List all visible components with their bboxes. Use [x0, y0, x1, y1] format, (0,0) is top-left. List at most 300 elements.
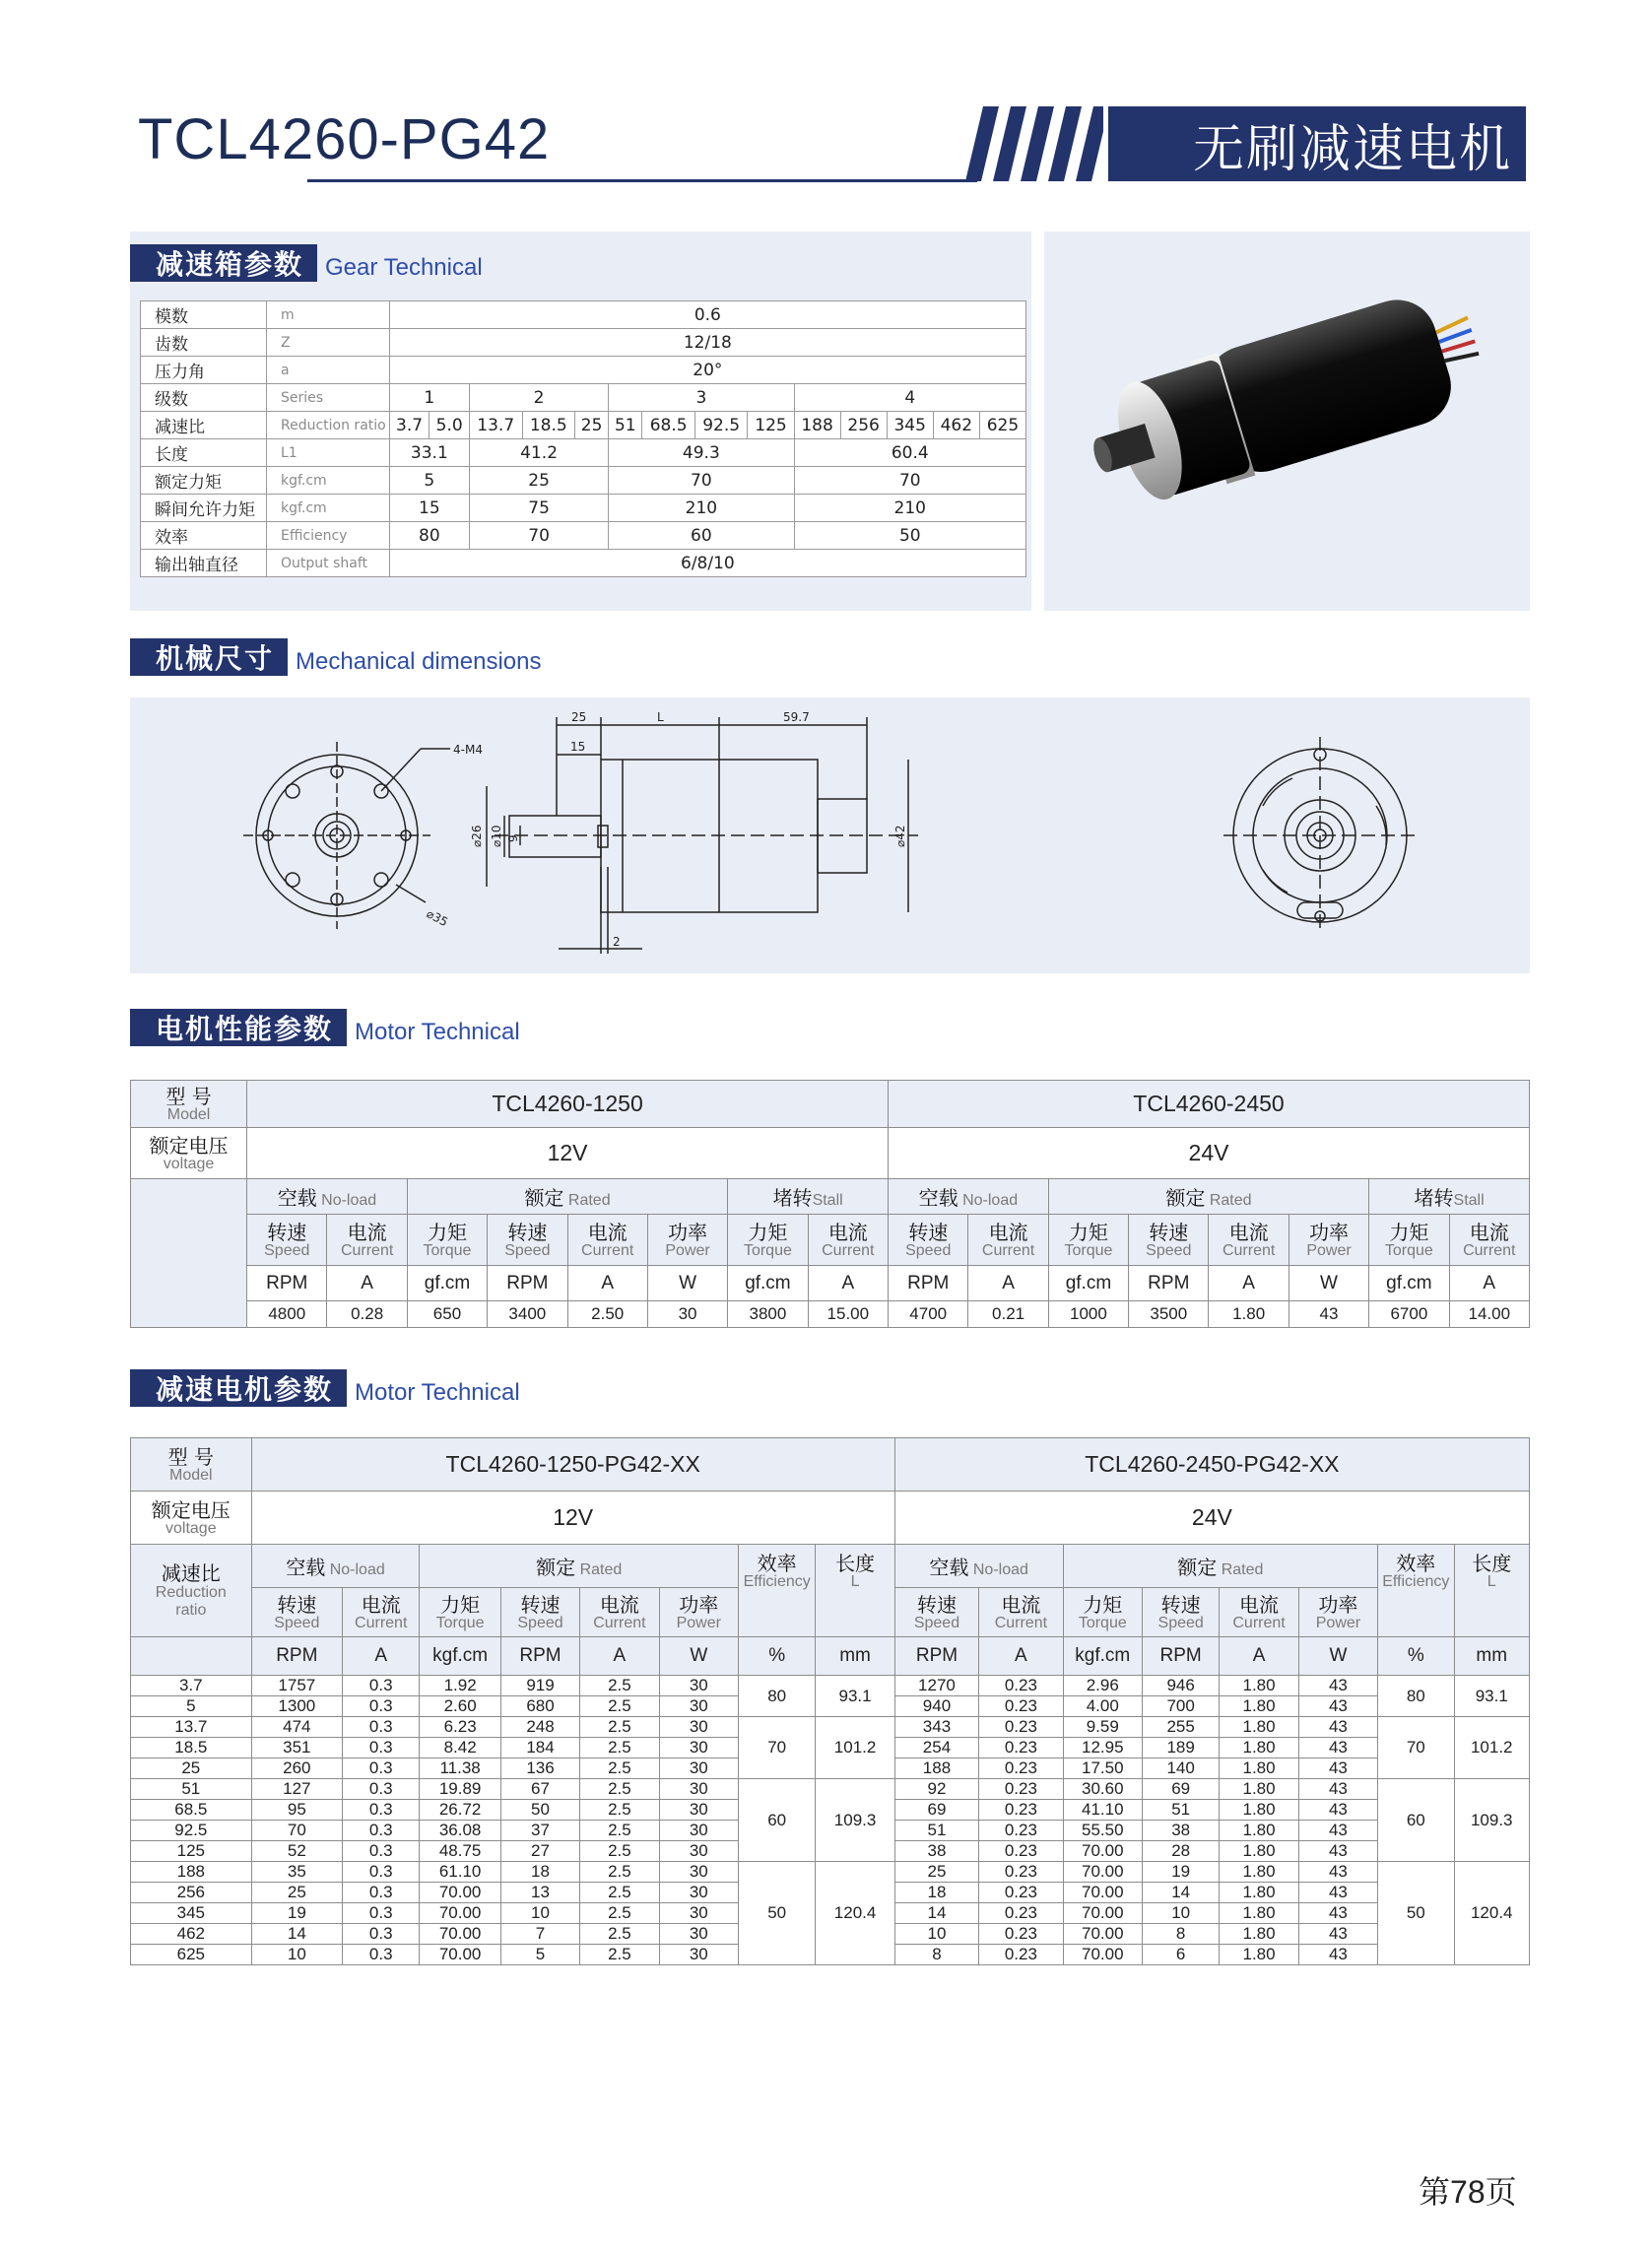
value-cell: 92	[894, 1779, 978, 1800]
value-cell: 2.5	[580, 1945, 659, 1965]
voltage-a: 12V	[247, 1128, 889, 1179]
gm-table-row	[131, 1717, 1530, 1738]
value-cell: 0.23	[979, 1779, 1063, 1800]
value-cell: 14.00	[1449, 1301, 1529, 1328]
label-25: 25	[571, 710, 587, 724]
value-cell: 2.96	[1063, 1676, 1142, 1696]
value-cell: 14	[1142, 1883, 1219, 1903]
value-cell: 43	[1298, 1758, 1377, 1779]
mech-drawing-panel	[130, 697, 1530, 973]
value-cell: 2.5	[580, 1696, 659, 1717]
voltage-cn: 额定电压	[149, 1133, 229, 1158]
value-cell: 1757	[251, 1676, 342, 1696]
motor-value-row	[131, 1301, 1530, 1328]
model-a: TCL4260-1250	[247, 1081, 889, 1128]
value-cell: 0.3	[343, 1717, 420, 1738]
gear-row-length	[141, 439, 1026, 467]
value-cell: 69	[894, 1800, 978, 1821]
value-cell: 43	[1298, 1821, 1377, 1841]
value-cell: 3500	[1129, 1301, 1209, 1328]
eff-header: 效率 Efficiency	[1378, 1545, 1454, 1637]
motor-model-row	[131, 1081, 1530, 1128]
value-cell: 6	[1142, 1945, 1219, 1965]
efficiency-cell: 50	[1378, 1862, 1454, 1965]
value-cell: 2.5	[580, 1841, 659, 1862]
cell: 188	[794, 412, 840, 439]
value-cell: 625	[131, 1945, 252, 1965]
motor-section-header	[130, 1007, 520, 1046]
value-cell: 70.00	[1063, 1945, 1142, 1965]
value-cell: 9.59	[1063, 1717, 1142, 1738]
category-banner	[1108, 106, 1526, 181]
value-cell: 0.3	[343, 1883, 420, 1903]
gear-table	[140, 300, 1026, 577]
value-cell: 946	[1142, 1676, 1219, 1696]
group-stall: 堵转Stall	[1369, 1179, 1530, 1215]
col-current: 电流 Current	[580, 1588, 659, 1637]
value-cell: 0.3	[343, 1841, 420, 1862]
unit-cell: A	[580, 1637, 659, 1676]
value-cell: 14	[894, 1903, 978, 1924]
value-cell: 2.5	[580, 1821, 659, 1841]
cell: 256	[840, 412, 887, 439]
row-symbol: Efficiency	[267, 522, 390, 550]
value-cell: 0.23	[979, 1738, 1063, 1758]
cell: 15	[389, 495, 469, 522]
value-cell: 30	[659, 1717, 738, 1738]
group-noload: 空载 No-load	[889, 1179, 1049, 1215]
col-speed: 转速 Speed	[1142, 1588, 1219, 1637]
motor-table	[130, 1080, 1530, 1328]
value-cell: 0.3	[343, 1758, 420, 1779]
cell: 75	[469, 495, 608, 522]
voltage-b: 24V	[889, 1128, 1530, 1179]
cell: 4	[794, 384, 1025, 412]
value-cell: 0.3	[343, 1738, 420, 1758]
row-symbol: Z	[267, 329, 390, 357]
unit-cell: A	[1449, 1266, 1529, 1301]
value-cell: 14	[251, 1924, 342, 1945]
unit-cell: W	[647, 1266, 727, 1301]
value-cell: 17.50	[1063, 1758, 1142, 1779]
gm-table-row	[131, 1676, 1530, 1696]
value-cell: 36.08	[420, 1821, 500, 1841]
page-title: TCL4260-PG42	[138, 107, 551, 171]
row-label: 齿数	[141, 329, 267, 357]
value-cell: 55.50	[1063, 1821, 1142, 1841]
col-speed: 转速 Speed	[1129, 1215, 1209, 1266]
title-underline	[307, 179, 977, 182]
value-cell: 43	[1298, 1945, 1377, 1965]
label-2: 2	[613, 935, 621, 949]
value-cell: 48.75	[420, 1841, 500, 1862]
unit-cell: W	[659, 1637, 738, 1676]
value-cell: 68.5	[131, 1800, 252, 1821]
value-cell: 0.23	[979, 1821, 1063, 1841]
value-cell: 3800	[728, 1301, 808, 1328]
col-power: 功率 Power	[659, 1588, 738, 1637]
value-cell: 260	[251, 1758, 342, 1779]
eff-header: 效率 Efficiency	[738, 1545, 815, 1637]
value-cell: 189	[1142, 1738, 1219, 1758]
value-cell: 30	[647, 1301, 727, 1328]
model-header	[131, 1081, 247, 1128]
label-L: L	[657, 710, 664, 724]
mechanical-drawing	[130, 697, 1530, 973]
row-label: 模数	[141, 301, 267, 329]
value-cell: 0.3	[343, 1696, 420, 1717]
group-rated: 额定 Rated	[1048, 1179, 1368, 1215]
value-cell: 30	[659, 1696, 738, 1717]
unit-cell: gf.cm	[1369, 1266, 1449, 1301]
value-cell: 30	[659, 1945, 738, 1965]
value-cell: 1.80	[1220, 1676, 1298, 1696]
value-cell: 38	[1142, 1821, 1219, 1841]
gearmotor-table	[130, 1437, 1530, 1965]
value-cell: 8	[894, 1945, 978, 1965]
gear-row-efficiency	[141, 522, 1026, 550]
col-speed: 转速 Speed	[500, 1588, 579, 1637]
value-cell: 8	[1142, 1924, 1219, 1945]
gm-group-row	[131, 1545, 1530, 1588]
value-cell: 38	[894, 1841, 978, 1862]
value-cell: 43	[1298, 1862, 1377, 1883]
value-cell: 10	[1142, 1903, 1219, 1924]
value-cell: 2.50	[567, 1301, 647, 1328]
value-cell: 43	[1298, 1883, 1377, 1903]
value-cell: 51	[131, 1779, 252, 1800]
motor-colhead-row	[131, 1215, 1530, 1266]
cell: 49.3	[609, 439, 794, 467]
value-cell: 3400	[488, 1301, 567, 1328]
value-cell: 1.80	[1220, 1945, 1298, 1965]
len-header: 长度 L	[1454, 1545, 1530, 1637]
value-cell: 1.80	[1220, 1717, 1298, 1738]
value-cell: 70	[251, 1821, 342, 1841]
label-d26: ⌀26	[470, 825, 484, 847]
value-cell: 343	[894, 1717, 978, 1738]
value-cell: 67	[500, 1779, 579, 1800]
value-cell: 30	[659, 1779, 738, 1800]
col-speed: 转速 Speed	[894, 1588, 978, 1637]
value-cell: 30	[659, 1841, 738, 1862]
value-cell: 188	[894, 1758, 978, 1779]
value-cell: 30.60	[1063, 1779, 1142, 1800]
category-title: 无刷减速电机	[1192, 119, 1512, 179]
value-cell: 4700	[889, 1301, 968, 1328]
value-cell: 2.5	[580, 1903, 659, 1924]
efficiency-cell: 50	[738, 1862, 815, 1965]
value-cell: 12.95	[1063, 1738, 1142, 1758]
gm-model-a: TCL4260-1250-PG42-XX	[251, 1438, 894, 1492]
model-b: TCL4260-2450	[889, 1081, 1530, 1128]
col-current: 电流 Current	[968, 1215, 1048, 1266]
value-cell: 1.92	[420, 1676, 500, 1696]
value-cell: 70.00	[1063, 1883, 1142, 1903]
motor-section-title-en: Motor Technical	[355, 1019, 520, 1045]
unit-cell: A	[968, 1266, 1048, 1301]
group-noload: 空载 No-load	[894, 1545, 1063, 1588]
length-cell: 120.4	[816, 1862, 894, 1965]
value-cell: 0.3	[343, 1821, 420, 1841]
col-torque: 力矩 Torque	[407, 1215, 487, 1266]
value-cell: 2.5	[580, 1924, 659, 1945]
value-cell: 474	[251, 1717, 342, 1738]
value-cell: 43	[1298, 1738, 1377, 1758]
value-cell: 70.00	[1063, 1903, 1142, 1924]
len-header: 长度 L	[816, 1545, 894, 1637]
gearmotor-section-title-cn: 减速电机参数	[130, 1369, 347, 1407]
model-en: Model	[166, 1105, 211, 1123]
value-cell: 70.00	[420, 1903, 500, 1924]
value-cell: 1.80	[1220, 1903, 1298, 1924]
value-cell: 0.3	[343, 1676, 420, 1696]
group-noload: 空载 No-load	[247, 1179, 408, 1215]
motor-group-row	[131, 1179, 1530, 1215]
motor-section-title-cn: 电机性能参数	[130, 1009, 347, 1046]
value-cell: 35	[251, 1862, 342, 1883]
value-cell: 28	[1142, 1841, 1219, 1862]
cell: 18.5	[522, 412, 575, 439]
unit-cell: mm	[816, 1637, 894, 1676]
cell: 0.6	[389, 301, 1025, 329]
value-cell: 1270	[894, 1676, 978, 1696]
cell: 80	[389, 522, 469, 550]
stripes-decoration	[965, 106, 1103, 181]
cell: 625	[979, 412, 1025, 439]
label-9: 9	[506, 834, 520, 842]
col-power: 功率 Power	[647, 1215, 727, 1266]
value-cell: 1.80	[1220, 1696, 1298, 1717]
value-cell: 30	[659, 1800, 738, 1821]
value-cell: 43	[1298, 1903, 1377, 1924]
voltage-header	[131, 1128, 247, 1179]
value-cell: 30	[659, 1862, 738, 1883]
value-cell: 26.72	[420, 1800, 500, 1821]
length-cell: 120.4	[1454, 1862, 1530, 1965]
value-cell: 11.38	[420, 1758, 500, 1779]
value-cell: 345	[131, 1903, 252, 1924]
value-cell: 25	[131, 1758, 252, 1779]
value-cell: 0.23	[979, 1758, 1063, 1779]
row-label: 输出轴直径	[141, 550, 267, 577]
value-cell: 25	[251, 1883, 342, 1903]
value-cell: 5	[131, 1696, 252, 1717]
value-cell: 6700	[1369, 1301, 1449, 1328]
value-cell: 0.23	[979, 1800, 1063, 1821]
unit-cell: A	[808, 1266, 888, 1301]
unit-cell: A	[979, 1637, 1063, 1676]
col-current: 电流 Current	[567, 1215, 647, 1266]
value-cell: 51	[1142, 1800, 1219, 1821]
col-torque: 力矩 Torque	[728, 1215, 808, 1266]
value-cell: 15.00	[808, 1301, 888, 1328]
unit-cell: A	[1220, 1637, 1298, 1676]
value-cell: 30	[659, 1676, 738, 1696]
cell: 5	[389, 467, 469, 495]
efficiency-cell: 60	[1378, 1779, 1454, 1862]
page-number: 第78页	[1419, 2173, 1517, 2211]
value-cell: 0.3	[343, 1862, 420, 1883]
col-power: 功率 Power	[1298, 1588, 1377, 1637]
value-cell: 0.23	[979, 1841, 1063, 1862]
col-current: 电流 Current	[979, 1588, 1063, 1637]
value-cell: 27	[500, 1841, 579, 1862]
unit-cell: RPM	[500, 1637, 579, 1676]
product-photo	[1044, 232, 1530, 611]
unit-cell: %	[738, 1637, 815, 1676]
value-cell: 255	[1142, 1717, 1219, 1738]
cell: 1	[389, 384, 469, 412]
value-cell: 43	[1298, 1800, 1377, 1821]
value-cell: 61.10	[420, 1862, 500, 1883]
cell: 13.7	[469, 412, 522, 439]
gear-row-pressure-angle	[141, 357, 1026, 384]
gm-table-row	[131, 1779, 1530, 1800]
value-cell: 650	[407, 1301, 487, 1328]
value-cell: 248	[500, 1717, 579, 1738]
gear-row-series	[141, 384, 1026, 412]
value-cell: 0.3	[343, 1903, 420, 1924]
gear-section-title-en: Gear Technical	[325, 254, 483, 281]
value-cell: 4800	[247, 1301, 327, 1328]
value-cell: 700	[1142, 1696, 1219, 1717]
cell: 60.4	[794, 439, 1025, 467]
cell: 92.5	[694, 412, 748, 439]
gm-voltage-b: 24V	[894, 1492, 1529, 1545]
value-cell: 13	[500, 1883, 579, 1903]
label-d42: ⌀42	[893, 825, 907, 847]
value-cell: 51	[894, 1821, 978, 1841]
col-torque: 力矩 Torque	[420, 1588, 500, 1637]
value-cell: 188	[131, 1862, 252, 1883]
value-cell: 19	[251, 1903, 342, 1924]
row-symbol: Series	[267, 384, 390, 412]
unit-cell: A	[343, 1637, 420, 1676]
value-cell: 0.23	[979, 1945, 1063, 1965]
value-cell: 30	[659, 1738, 738, 1758]
cell: 462	[933, 412, 979, 439]
gm-voltage-a: 12V	[251, 1492, 894, 1545]
value-cell: 125	[131, 1841, 252, 1862]
value-cell: 0.21	[968, 1301, 1048, 1328]
gm-table-row	[131, 1862, 1530, 1883]
col-current: 电流 Current	[1209, 1215, 1289, 1266]
value-cell: 1.80	[1220, 1924, 1298, 1945]
value-cell: 127	[251, 1779, 342, 1800]
col-torque: 力矩 Torque	[1063, 1588, 1142, 1637]
value-cell: 1.80	[1220, 1738, 1298, 1758]
efficiency-cell: 80	[1378, 1676, 1454, 1717]
value-cell: 30	[659, 1903, 738, 1924]
gear-row-rated-torque	[141, 467, 1026, 495]
unit-cell: A	[1209, 1266, 1289, 1301]
value-cell: 8.42	[420, 1738, 500, 1758]
col-current: 电流 Current	[1449, 1215, 1529, 1266]
row-label: 长度	[141, 439, 267, 467]
value-cell: 680	[500, 1696, 579, 1717]
value-cell: 52	[251, 1841, 342, 1862]
value-cell: 2.5	[580, 1717, 659, 1738]
value-cell: 4.00	[1063, 1696, 1142, 1717]
unit-cell: mm	[1454, 1637, 1530, 1676]
value-cell: 10	[894, 1924, 978, 1945]
cell: 70	[794, 467, 1025, 495]
row-label: 额定力矩	[141, 467, 267, 495]
value-cell: 0.23	[979, 1883, 1063, 1903]
value-cell: 2.60	[420, 1696, 500, 1717]
value-cell: 2.5	[580, 1862, 659, 1883]
gm-model-b: TCL4260-2450-PG42-XX	[894, 1438, 1529, 1492]
value-cell: 3.7	[131, 1676, 252, 1696]
cell: 70	[469, 522, 608, 550]
efficiency-cell: 60	[738, 1779, 815, 1862]
cell: 70	[609, 467, 794, 495]
value-cell: 18	[500, 1862, 579, 1883]
value-cell: 92.5	[131, 1821, 252, 1841]
row-label: 级数	[141, 384, 267, 412]
value-cell: 1300	[251, 1696, 342, 1717]
value-cell: 70.00	[420, 1883, 500, 1903]
value-cell: 462	[131, 1924, 252, 1945]
value-cell: 1.80	[1209, 1301, 1289, 1328]
value-cell: 43	[1298, 1717, 1377, 1738]
value-cell: 0.23	[979, 1696, 1063, 1717]
unit-cell: W	[1289, 1266, 1368, 1301]
cell: 210	[794, 495, 1025, 522]
mech-section-title-en: Mechanical dimensions	[296, 648, 542, 675]
length-cell: 101.2	[816, 1717, 894, 1779]
row-label: 减速比	[141, 412, 267, 439]
value-cell: 140	[1142, 1758, 1219, 1779]
value-cell: 19	[1142, 1862, 1219, 1883]
page-number-value: 78	[1450, 2174, 1486, 2210]
unit-cell: RPM	[1129, 1266, 1209, 1301]
value-cell: 0.28	[327, 1301, 407, 1328]
length-cell: 93.1	[816, 1676, 894, 1717]
label-d35: ⌀35	[424, 906, 451, 930]
cell: 5.0	[430, 412, 470, 439]
value-cell: 41.10	[1063, 1800, 1142, 1821]
cell: 41.2	[469, 439, 608, 467]
row-symbol: m	[267, 301, 390, 329]
unit-cell: A	[327, 1266, 407, 1301]
label-15: 15	[570, 740, 586, 754]
value-cell: 43	[1298, 1676, 1377, 1696]
value-cell: 69	[1142, 1779, 1219, 1800]
value-cell: 43	[1298, 1924, 1377, 1945]
col-power: 功率 Power	[1289, 1215, 1368, 1266]
cell: 125	[748, 412, 794, 439]
group-rated: 额定 Rated	[420, 1545, 739, 1588]
efficiency-cell: 80	[738, 1676, 815, 1717]
label-597: 59.7	[783, 710, 810, 724]
value-cell: 136	[500, 1758, 579, 1779]
value-cell: 70.00	[1063, 1924, 1142, 1945]
row-symbol: kgf.cm	[267, 467, 390, 495]
col-torque: 力矩 Torque	[1048, 1215, 1128, 1266]
cell: 20°	[389, 357, 1025, 384]
value-cell: 1.80	[1220, 1841, 1298, 1862]
value-cell: 0.3	[343, 1800, 420, 1821]
gear-section-header	[130, 242, 483, 282]
efficiency-cell: 70	[738, 1717, 815, 1779]
gear-row-module	[141, 301, 1026, 329]
col-current: 电流 Current	[808, 1215, 888, 1266]
row-label: 瞬间允许力矩	[141, 495, 267, 522]
value-cell: 30	[659, 1883, 738, 1903]
voltage-header: 额定电压 voltage	[131, 1492, 252, 1545]
